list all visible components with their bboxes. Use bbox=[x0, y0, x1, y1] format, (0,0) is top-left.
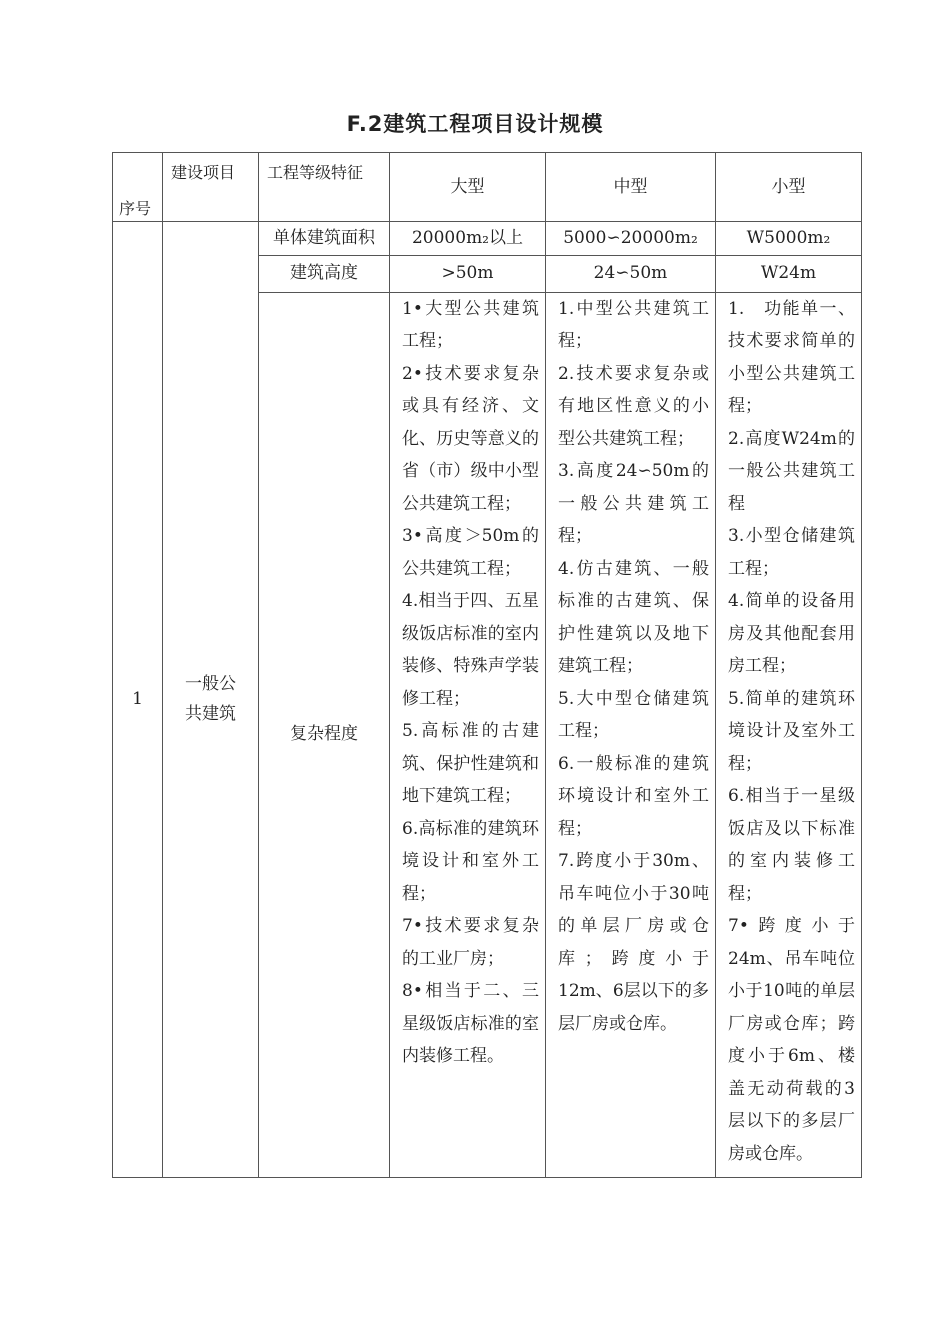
list-item: 6.一般标准的建筑环境设计和室外工程； bbox=[558, 753, 709, 839]
list-item: 5.简单的建筑环境设计及室外工程； bbox=[728, 688, 855, 774]
list-item: 2.技术要求复杂或有地区性意义的小型公共建筑工程； bbox=[558, 363, 709, 449]
category-text: 一般公共建筑 bbox=[185, 674, 236, 725]
header-medium: 中型 bbox=[546, 153, 716, 222]
list-item: 1•大型公共建筑工程； bbox=[402, 298, 539, 351]
table-header-row bbox=[113, 153, 862, 222]
design-scale-table bbox=[112, 152, 862, 1178]
row-seq: 1 bbox=[113, 222, 163, 1178]
header-seq: 序号 bbox=[113, 153, 163, 222]
list-item: 4.相当于四、五星级饭店标准的室内装修、特殊声学装修工程； bbox=[402, 591, 539, 709]
small-height: W24m bbox=[716, 255, 862, 292]
large-complexity-list bbox=[390, 292, 546, 1177]
list-item: 7•技术要求复杂的工业厂房； bbox=[402, 916, 539, 969]
row-category bbox=[163, 222, 259, 1178]
list-item: 1. 功能单一、技术要求简单的小型公共建筑工程； bbox=[728, 298, 855, 416]
list-item: 8•相当于二、三星级饭店标准的室内装修工程。 bbox=[402, 981, 539, 1066]
large-height: >50m bbox=[390, 255, 546, 292]
medium-complexity-list bbox=[546, 292, 716, 1177]
header-large: 大型 bbox=[390, 153, 546, 222]
list-item: 4.仿古建筑、一般标准的古建筑、保护性建筑以及地下建筑工程； bbox=[558, 558, 709, 676]
list-item: 3.小型仓储建筑工程； bbox=[728, 526, 855, 579]
list-item: 4.简单的设备用房及其他配套用房工程； bbox=[728, 591, 855, 676]
medium-height: 24∽50m bbox=[546, 255, 716, 292]
feature-height: 建筑高度 bbox=[259, 255, 390, 292]
small-complexity-list bbox=[716, 292, 862, 1177]
list-item: 7.跨度小于30m、吊车吨位小于30吨的单层厂房或仓库；跨度小于12m、6层以下的多层厂房或仓库。 bbox=[558, 851, 709, 1034]
list-item: 2.高度W24m的一般公共建筑工程 bbox=[728, 428, 855, 514]
list-item: 5.大中型仓储建筑工程； bbox=[558, 688, 709, 741]
header-feature: 工程等级特征 bbox=[259, 153, 390, 222]
header-small: 小型 bbox=[716, 153, 862, 222]
feature-complexity: 复杂程度 bbox=[259, 292, 390, 1177]
list-item: 6.高标准的建筑环境设计和室外工程； bbox=[402, 818, 539, 904]
list-item: 3•高度＞50m的公共建筑工程； bbox=[402, 526, 539, 579]
small-area: W5000m₂ bbox=[716, 222, 862, 256]
medium-area: 5000∽20000m₂ bbox=[546, 222, 716, 256]
list-item: 2•技术要求复杂或具有经济、文化、历史等意义的省（市）级中小型公共建筑工程； bbox=[402, 363, 539, 514]
list-item: 7•跨度小于24m、吊车吨位小于10吨的单层厂房或仓库；跨度小于6m、楼盖无动荷载的3层以下的多层厂房或仓库。 bbox=[728, 916, 855, 1164]
list-item: 1.中型公共建筑工程； bbox=[558, 298, 709, 351]
list-item: 5.高标准的古建筑、保护性建筑和地下建筑工程； bbox=[402, 721, 539, 806]
list-item: 3.高度24∽50m的一般公共建筑工程； bbox=[558, 461, 709, 546]
header-item: 建设项目 bbox=[163, 153, 259, 222]
feature-area: 单体建筑面积 bbox=[259, 222, 390, 256]
table-row-area bbox=[113, 222, 862, 256]
document-title: F.2建筑工程项目设计规模 bbox=[346, 112, 604, 136]
list-item: 6.相当于一星级饭店及以下标准的室内装修工程； bbox=[728, 786, 855, 904]
large-area: 20000m₂以上 bbox=[390, 222, 546, 256]
